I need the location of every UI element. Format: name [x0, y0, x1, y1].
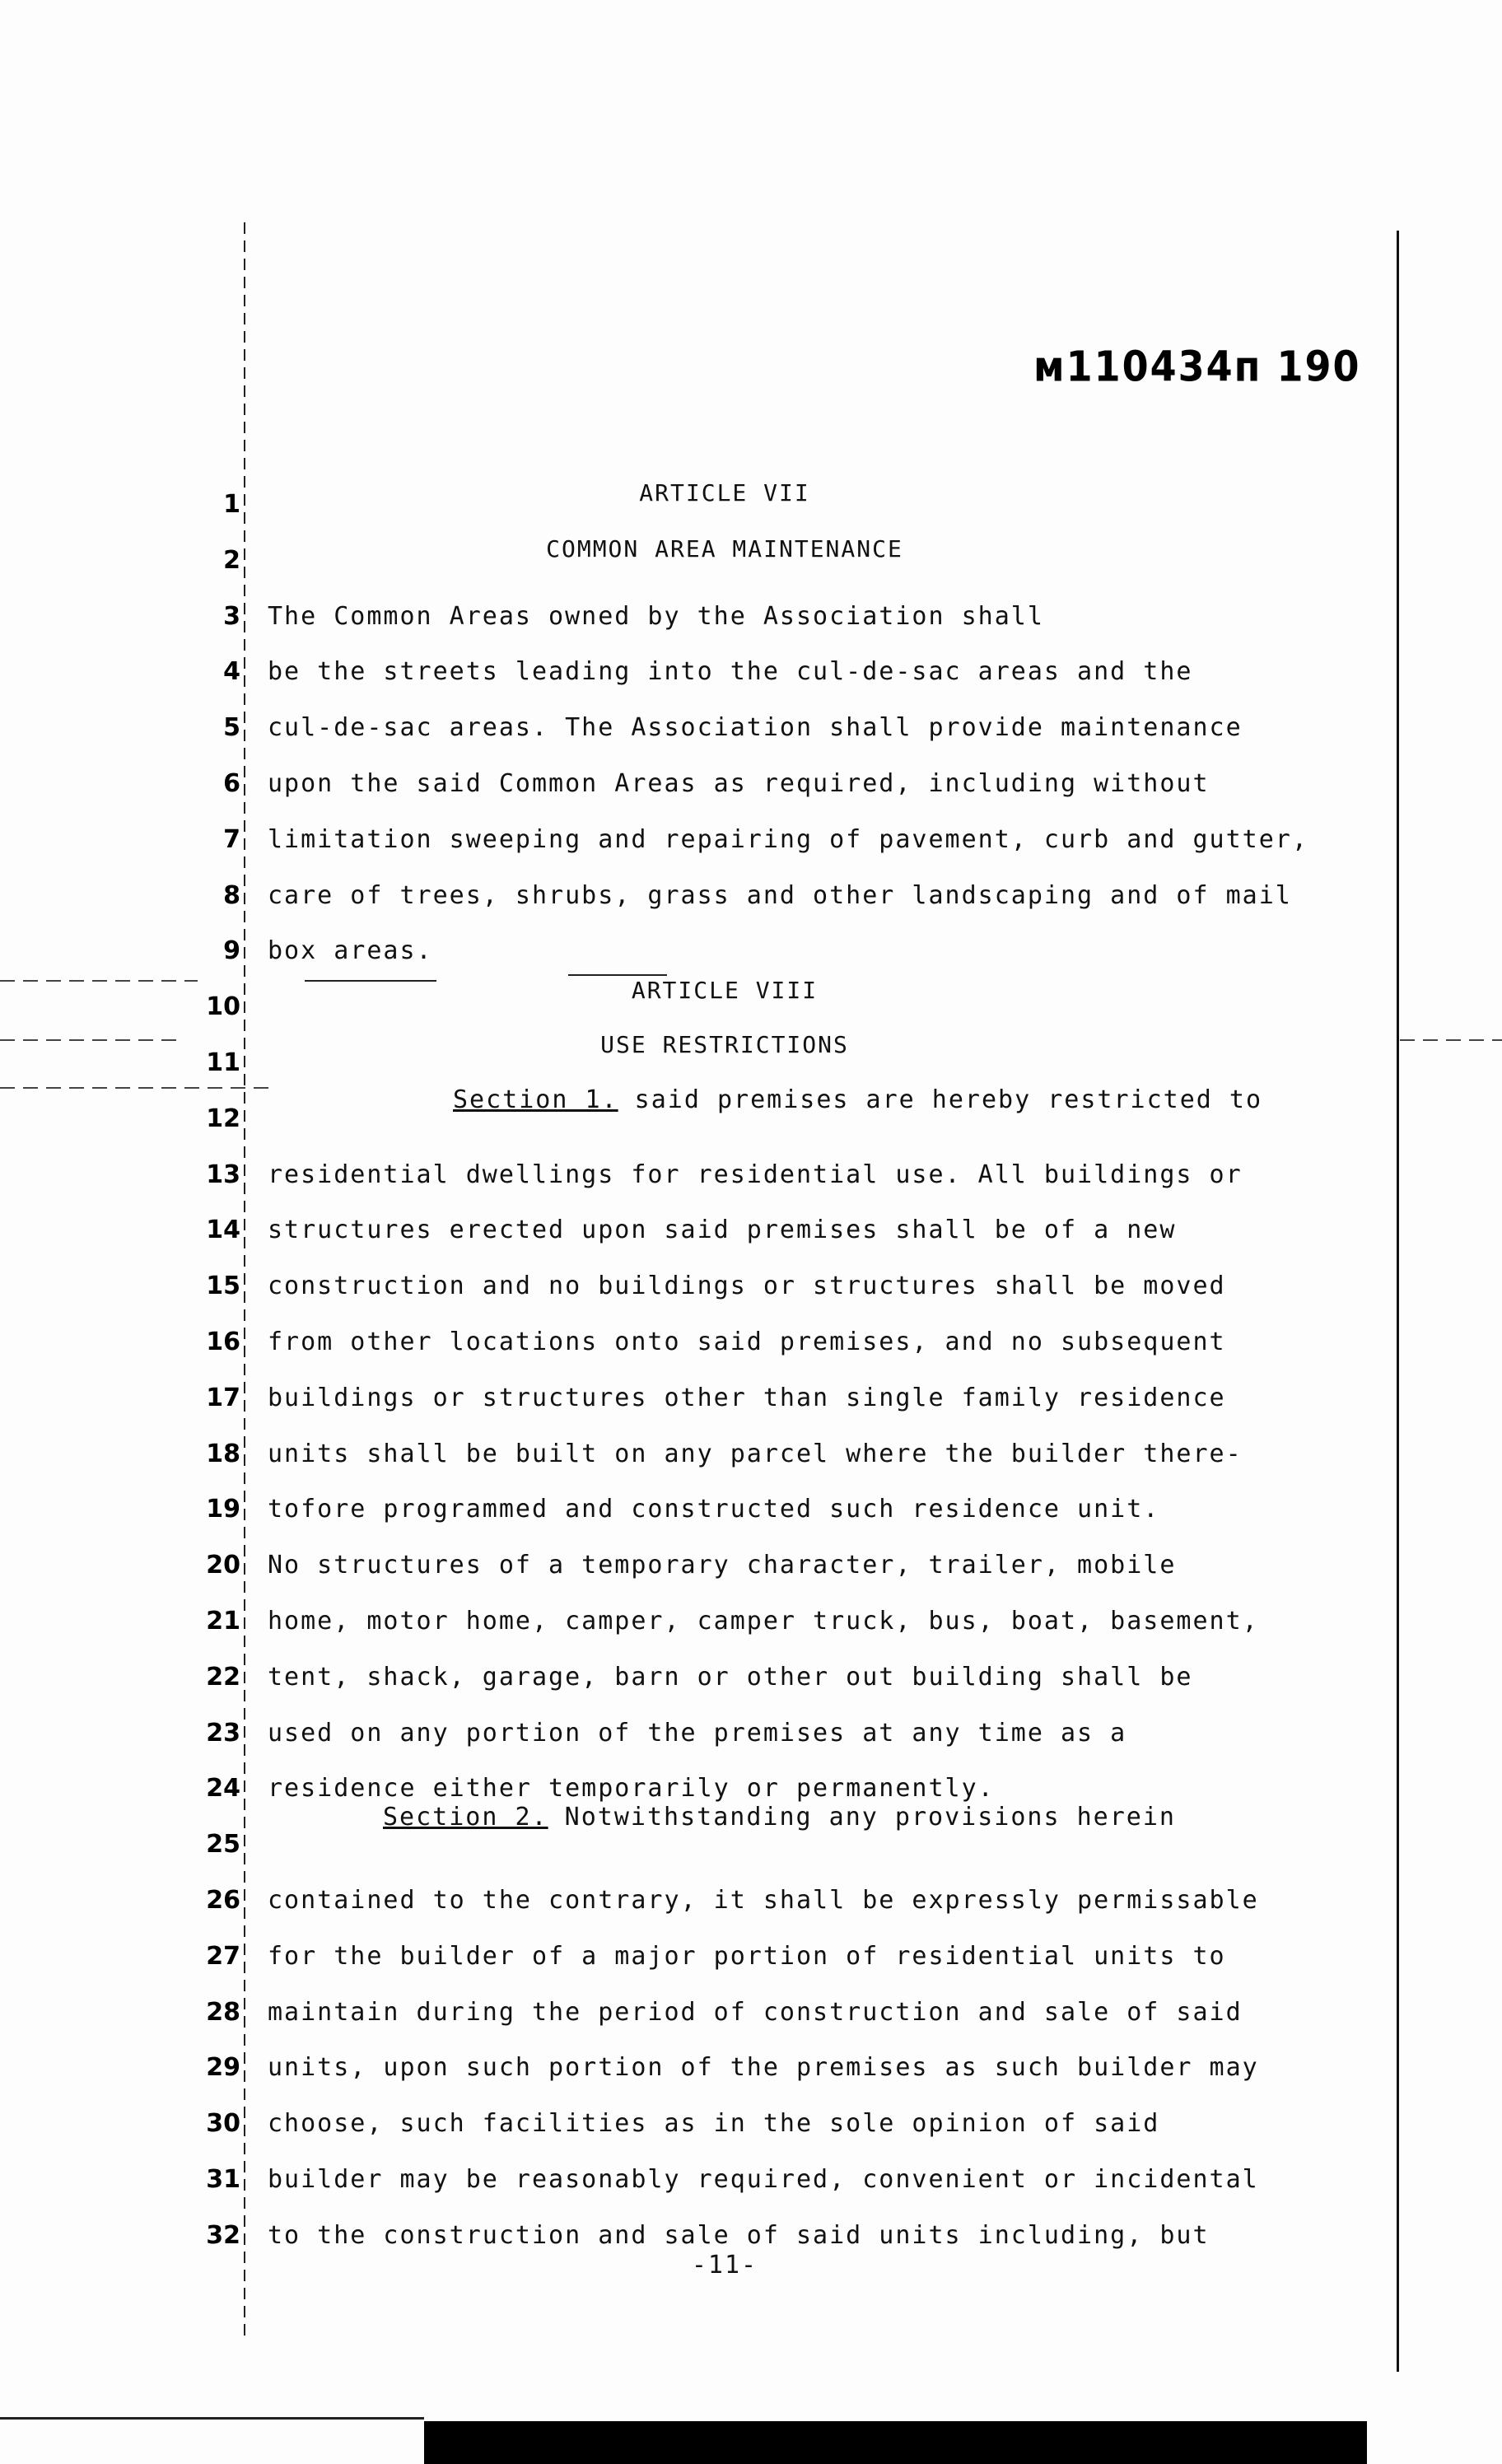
- line-number: 23: [206, 1719, 240, 1748]
- scan-artifact-line: [0, 980, 198, 982]
- article-7-heading: ARTICLE VII: [639, 479, 810, 506]
- line-number: 3: [223, 602, 240, 631]
- section-1-text: said premises are hereby restricted to: [618, 1085, 1263, 1114]
- text-line: box areas.: [268, 936, 433, 965]
- text-line: tent, shack, garage, barn or other out building shall be: [268, 1663, 1193, 1692]
- text-line: used on any portion of the premises at any time as a: [268, 1719, 1127, 1748]
- line-number: 32: [206, 2221, 240, 2250]
- line-number: 6: [223, 769, 240, 798]
- text-line: buildings or structures other than single family residence: [268, 1384, 1226, 1412]
- scan-artifact-line: [1400, 1039, 1502, 1041]
- scan-edge-line: [0, 2417, 424, 2420]
- text-line: units, upon such portion of the premises as such builder may: [268, 2053, 1259, 2082]
- page-number: -11-: [691, 2251, 758, 2280]
- line-number: 21: [206, 1607, 240, 1636]
- text-line: limitation sweeping and repairing of pavement, curb and gutter,: [268, 825, 1308, 854]
- recording-stamp: м110434п 190: [1033, 342, 1361, 391]
- section-2-text: Notwithstanding any provisions herein: [548, 1803, 1176, 1832]
- text-line: The Common Areas owned by the Association shall: [268, 602, 1044, 631]
- line-number: 9: [223, 936, 240, 965]
- section-2-line: [268, 1803, 1176, 1832]
- line-number: 26: [206, 1886, 240, 1915]
- text-line: structures erected upon said premises shall be of a new: [268, 1216, 1177, 1244]
- text-line: cul-de-sac areas. The Association shall provide maintenance: [268, 713, 1243, 742]
- line-number: 27: [206, 1942, 240, 1971]
- line-number: 19: [206, 1495, 240, 1524]
- line-number: 13: [206, 1160, 240, 1189]
- text-line: to the construction and sale of said units including, but: [268, 2221, 1210, 2250]
- article-8-heading: ARTICLE VIII: [631, 977, 819, 1004]
- line-number: 14: [206, 1216, 240, 1244]
- line-number: 20: [206, 1551, 240, 1580]
- text-line: construction and no buildings or structures shall be moved: [268, 1272, 1226, 1300]
- section-2-label: Section 2.: [383, 1803, 548, 1832]
- text-line: choose, such facilities as in the sole opinion of said: [268, 2109, 1160, 2138]
- scan-artifact-line: [0, 1087, 272, 1089]
- line-number: 24: [206, 1774, 240, 1803]
- text-line: residence either temporarily or permanently.: [268, 1774, 995, 1803]
- line-number: 17: [206, 1384, 240, 1412]
- text-line: residential dwellings for residential use. All buildings or: [268, 1160, 1243, 1189]
- scan-edge-bar: [424, 2421, 1367, 2464]
- scan-artifact-line: [0, 1039, 181, 1041]
- text-line: be the streets leading into the cul-de-sac areas and the: [268, 657, 1193, 686]
- line-number: 31: [206, 2165, 240, 2194]
- text-line: contained to the contrary, it shall be expressly permissable: [268, 1886, 1259, 1915]
- article-7-subheading: COMMON AREA MAINTENANCE: [546, 535, 903, 562]
- text-line: from other locations onto said premises, and no subsequent: [268, 1328, 1226, 1356]
- line-number: 1: [223, 490, 240, 519]
- line-number: 12: [206, 1104, 240, 1133]
- line-number: 11: [206, 1048, 240, 1077]
- line-number: 22: [206, 1663, 240, 1692]
- line-number: 15: [206, 1272, 240, 1300]
- text-line: No structures of a temporary character, trailer, mobile: [268, 1551, 1177, 1580]
- line-number: 5: [223, 713, 240, 742]
- article-8-subheading: USE RESTRICTIONS: [600, 1031, 849, 1058]
- line-number: 4: [223, 657, 240, 686]
- left-margin-rule: [244, 222, 245, 2339]
- line-number: 30: [206, 2109, 240, 2138]
- text-line: builder may be reasonably required, convenient or incidental: [268, 2165, 1259, 2194]
- text-line: units shall be built on any parcel where the builder there-: [268, 1440, 1243, 1468]
- text-line: home, motor home, camper, camper truck, bus, boat, basement,: [268, 1607, 1259, 1636]
- line-number: 2: [223, 546, 240, 575]
- section-1-line: [268, 1085, 1262, 1114]
- right-margin-rule: [1397, 231, 1399, 2372]
- text-line: for the builder of a major portion of residential units to: [268, 1942, 1226, 1971]
- line-number: 29: [206, 2053, 240, 2082]
- line-number: 18: [206, 1440, 240, 1468]
- text-line: tofore programmed and constructed such residence unit.: [268, 1495, 1160, 1524]
- text-line: upon the said Common Areas as required, including without: [268, 769, 1210, 798]
- line-number: 28: [206, 1998, 240, 2027]
- line-number: 16: [206, 1328, 240, 1356]
- line-number: 7: [223, 825, 240, 854]
- line-number: 10: [206, 992, 240, 1021]
- rule-line: [568, 974, 667, 976]
- text-line: maintain during the period of construction and sale of said: [268, 1998, 1243, 2027]
- line-number: 8: [223, 881, 240, 910]
- text-line: care of trees, shrubs, grass and other landscaping and of mail: [268, 881, 1292, 910]
- line-number: 25: [206, 1830, 240, 1859]
- section-1-label: Section 1.: [453, 1085, 618, 1114]
